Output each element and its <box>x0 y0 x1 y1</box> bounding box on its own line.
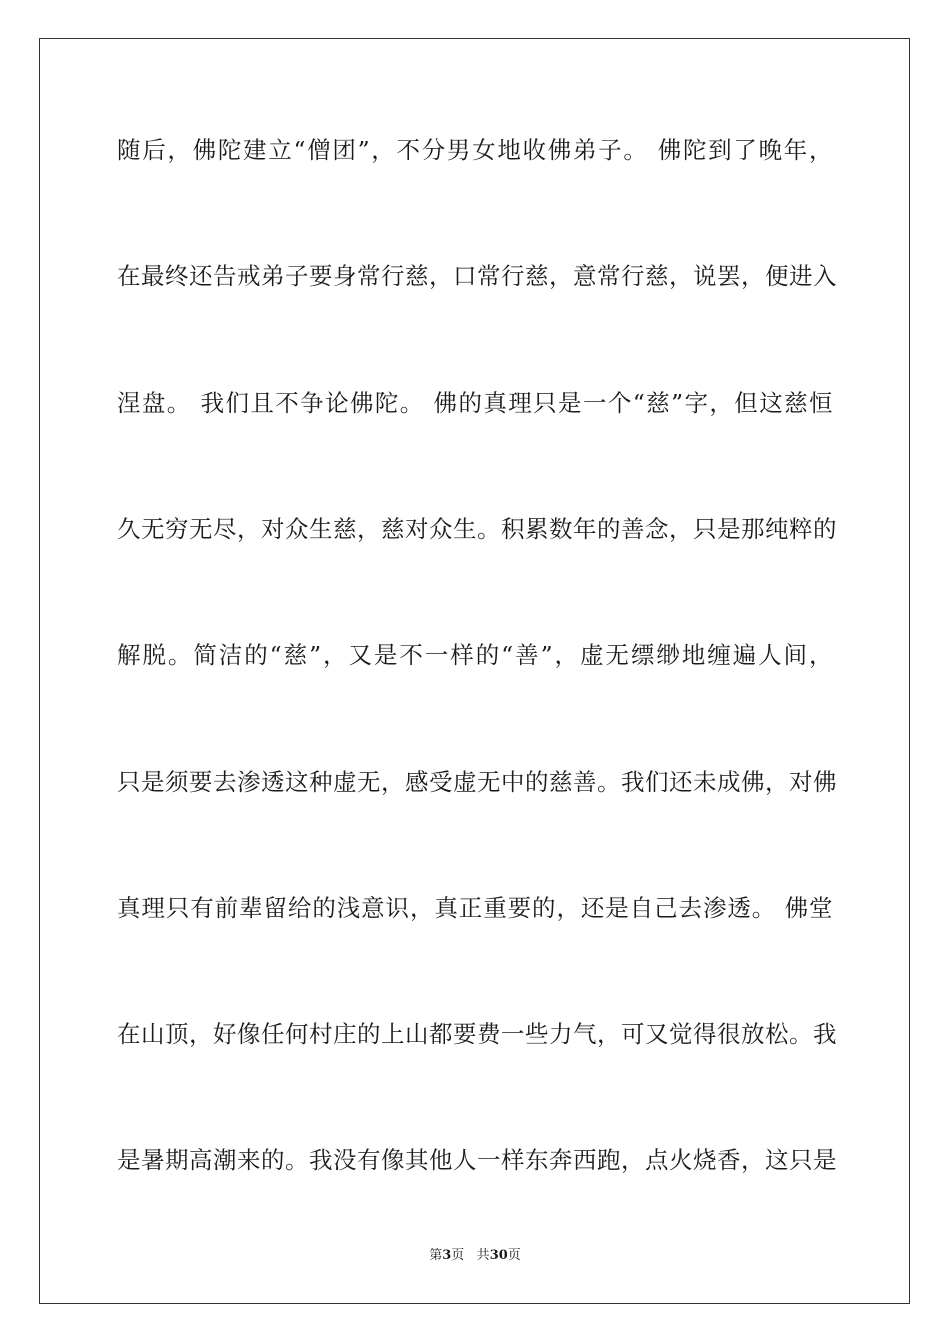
page-footer <box>0 1247 950 1265</box>
text-line-4: 久无穷无尽，对众生慈，慈对众生。积累数年的善念，只是那纯粹的 <box>117 515 837 543</box>
page-number: 3 <box>442 1248 452 1263</box>
page-suffix: 页 <box>451 1248 465 1263</box>
page-border <box>39 38 910 1304</box>
text-line-5: 解脱。简洁的“慈”，又是不一样的“善”，虚无缥缈地缠遍人间， <box>117 641 833 669</box>
text-line-7: 真理只有前辈留给的浅意识，真正重要的，还是自己去渗透。 佛堂 <box>117 894 833 922</box>
page-prefix: 第 <box>429 1248 443 1263</box>
text-line-6: 只是须要去渗透这种虚无，感受虚无中的慈善。我们还未成佛，对佛 <box>117 768 837 796</box>
text-line-1: 随后，佛陀建立“僧团”，不分男女地收佛弟子。 佛陀到了晚年， <box>117 136 833 164</box>
total-pages: 30 <box>489 1248 508 1263</box>
text-line-9: 是暑期高潮来的。我没有像其他人一样东奔西跑，点火烧香，这只是 <box>117 1146 837 1174</box>
total-suffix: 页 <box>507 1248 521 1263</box>
total-prefix: 共 <box>476 1248 490 1263</box>
text-line-2: 在最终还告戒弟子要身常行慈，口常行慈，意常行慈，说罢，便进入 <box>117 262 837 290</box>
text-line-3: 涅盘。 我们且不争论佛陀。 佛的真理只是一个“慈”字，但这慈恒 <box>117 389 833 417</box>
text-line-8: 在山顶，好像任何村庄的上山都要费一些力气，可又觉得很放松。我 <box>117 1020 837 1048</box>
